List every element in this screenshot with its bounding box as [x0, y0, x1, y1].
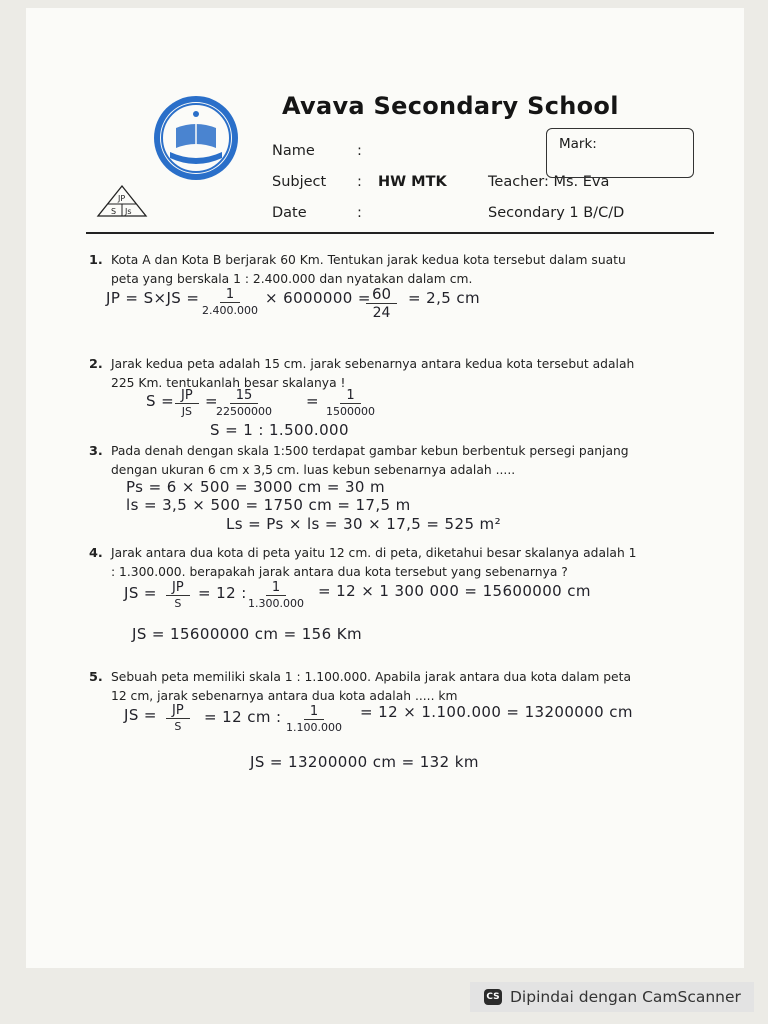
fraction-denominator: 2.400.000 — [202, 304, 258, 317]
mark-label: Mark: — [559, 136, 597, 152]
fraction — [166, 703, 190, 734]
fraction-denominator: 1500000 — [326, 405, 375, 418]
fraction-numerator: 1 — [304, 704, 324, 720]
name-colon: : — [357, 143, 362, 159]
answer-line: Ps = 6 × 500 = 3000 cm = 30 m — [126, 478, 386, 496]
question-text: Kota A dan Kota B berjarak 60 Km. Tentukan jarak kedua kota tersebut dalam suatu peta yang berskala 1 : 2.400.000 dan nyatakan dalam cm. — [111, 253, 626, 286]
fraction — [166, 580, 190, 611]
subject-value: HW MTK — [378, 174, 447, 190]
fraction-denominator: 1.300.000 — [248, 597, 304, 610]
question-text: Sebuah peta memiliki skala 1 : 1.100.000. Apabila jarak antara dua kota dalam peta 12 cm, jarak sebenarnya antara dua kota adalah ..... km — [111, 670, 631, 703]
scanner-watermark — [470, 982, 754, 1012]
camscanner-icon: CS — [484, 989, 502, 1005]
fraction-denominator: JS — [181, 405, 192, 418]
answer-line: JS = — [124, 584, 157, 602]
teacher-name: Teacher: Ms. Eva — [488, 174, 610, 190]
header-divider — [86, 232, 714, 234]
date-label: Date — [272, 205, 307, 221]
date-colon: : — [357, 205, 362, 221]
fraction — [202, 287, 258, 318]
question-number: 5. — [89, 670, 103, 685]
subject-colon: : — [357, 174, 362, 190]
answer-line: ls = 3,5 × 500 = 1750 cm = 17,5 m — [126, 496, 411, 514]
svg-text:S: S — [111, 207, 117, 216]
question-number: 1. — [89, 253, 103, 268]
fraction — [175, 388, 199, 419]
fraction-numerator: JP — [166, 703, 190, 719]
fraction-numerator: 15 — [230, 388, 259, 404]
fraction-denominator: 24 — [372, 305, 391, 321]
fraction — [366, 286, 397, 321]
question-text: Jarak kedua peta adalah 15 cm. jarak sebenarnya antara kedua kota tersebut adalah 225 Km. tentukanlah besar skalanya ! — [111, 357, 635, 390]
answer-result: JS = 15600000 cm = 156 Km — [132, 625, 362, 643]
equals-sign: = — [306, 392, 319, 410]
answer-result: = 12 × 1 300 000 = 15600000 cm — [318, 582, 591, 600]
fraction — [248, 580, 304, 611]
answer-line: S = — [146, 392, 175, 410]
name-label: Name — [272, 143, 315, 159]
fraction-numerator: 1 — [220, 287, 240, 303]
fraction-denominator: S — [174, 597, 182, 610]
fraction-numerator: 1 — [266, 580, 286, 596]
fraction — [286, 704, 342, 735]
question-number: 3. — [89, 444, 103, 459]
answer-result: = 12 × 1.100.000 = 13200000 cm — [360, 703, 633, 721]
equals-sign: = — [205, 392, 218, 410]
answer-result: S = 1 : 1.500.000 — [210, 421, 349, 439]
fraction — [216, 388, 272, 419]
subject-label: Subject — [272, 174, 327, 190]
question-number: 4. — [89, 546, 103, 561]
fraction-numerator: 60 — [366, 286, 397, 304]
question-number: 2. — [89, 357, 103, 372]
school-name: Avava Secondary School — [282, 92, 619, 120]
scanner-label: Dipindai dengan CamScanner — [510, 988, 741, 1006]
fraction-numerator: JP — [166, 580, 190, 596]
answer-line: = 12 cm : — [204, 708, 282, 726]
svg-text:JP: JP — [118, 194, 126, 203]
fraction-denominator: 1.100.000 — [286, 721, 342, 734]
fraction-numerator: JP — [175, 388, 199, 404]
answer-line: = 12 : — [198, 584, 247, 602]
answer-line: JP = S×JS = — [106, 289, 200, 307]
school-logo — [152, 94, 240, 182]
fraction-denominator: 22500000 — [216, 405, 272, 418]
fraction-numerator: 1 — [340, 388, 360, 404]
fraction-denominator: S — [174, 720, 182, 733]
answer-result: Ls = Ps × ls = 30 × 17,5 = 525 m² — [226, 515, 501, 533]
class-name: Secondary 1 B/C/D — [488, 205, 625, 221]
svg-text:Js: Js — [125, 207, 132, 216]
question-text: Pada denah dengan skala 1:500 terdapat gambar kebun berbentuk persegi panjang dengan ukuran 6 cm x 3,5 cm. luas kebun sebenarnya adalah ..... — [111, 444, 629, 477]
answer-result: = 2,5 cm — [408, 289, 481, 307]
answer-line: × 6000000 = — [265, 289, 371, 307]
mark-box — [546, 128, 694, 178]
fraction — [326, 388, 375, 419]
question-text: Jarak antara dua kota di peta yaitu 12 cm. di peta, diketahui besar skalanya adalah 1 : 1.300.000. berapakah jarak antara dua kota tersebut yang sebenarnya ? — [111, 546, 637, 579]
scale-triangle-sketch — [96, 184, 148, 220]
answer-line: JS = — [124, 706, 157, 724]
answer-result: JS = 13200000 cm = 132 km — [250, 753, 479, 771]
